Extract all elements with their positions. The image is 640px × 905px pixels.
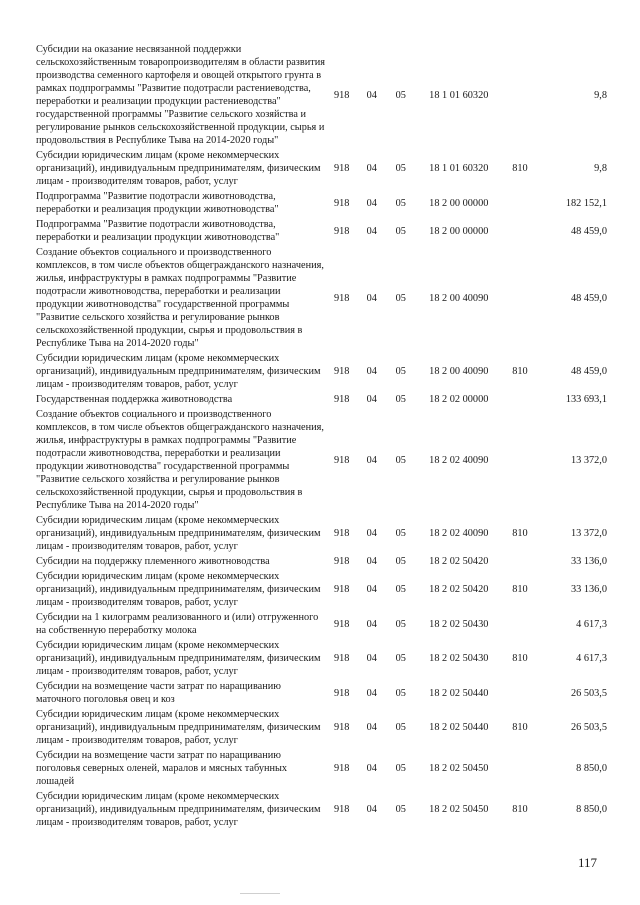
row-rz-code: 04 bbox=[366, 584, 377, 595]
row-gr-code: 918 bbox=[333, 163, 350, 174]
row-name: Субсидии на возмещение части затрат по наращиванию маточного поголовья овец и коз bbox=[36, 681, 281, 705]
table-row bbox=[36, 351, 607, 392]
table-row bbox=[36, 748, 607, 789]
row-pr-code: 05 bbox=[395, 556, 406, 567]
row-gr-code: 918 bbox=[333, 722, 350, 733]
row-cs-code: 18 2 02 50450 bbox=[429, 763, 489, 774]
table-row bbox=[36, 638, 607, 679]
budget-table-body bbox=[36, 42, 607, 830]
row-pr-code: 05 bbox=[395, 89, 406, 101]
row-vr-code bbox=[502, 245, 537, 351]
row-sum: 8 850,0 bbox=[576, 763, 607, 774]
row-pr-code: 05 bbox=[395, 225, 406, 237]
row-sum: 48 459,0 bbox=[570, 225, 607, 237]
row-name: Субсидии на 1 килограмм реализованного и (или) отгруженного на собственную переработку молока bbox=[36, 612, 319, 636]
row-name: Субсидии юридическим лицам (кроме некоммерческих организаций), индивидуальным предпринимателям, физическим лицам - производителям товаров, работ, услуг bbox=[36, 709, 321, 746]
row-rz-code: 04 bbox=[366, 722, 377, 733]
row-gr-code: 918 bbox=[333, 804, 350, 815]
table-row bbox=[36, 392, 607, 407]
table-row bbox=[36, 148, 607, 189]
row-cs-code: 18 2 02 50430 bbox=[429, 618, 489, 630]
row-rz-code: 04 bbox=[366, 89, 377, 101]
row-sum: 33 136,0 bbox=[570, 584, 607, 595]
row-sum: 33 136,0 bbox=[570, 556, 607, 567]
row-pr-code: 05 bbox=[395, 618, 406, 630]
row-pr-code: 05 bbox=[395, 584, 406, 595]
row-pr-code: 05 bbox=[395, 454, 406, 466]
row-gr-code: 918 bbox=[333, 763, 350, 774]
row-gr-code: 918 bbox=[333, 687, 350, 699]
row-vr-code: 810 bbox=[512, 163, 528, 174]
row-pr-code: 05 bbox=[395, 722, 406, 733]
table-row bbox=[36, 189, 607, 217]
row-rz-code: 04 bbox=[366, 653, 377, 664]
row-vr-code: 810 bbox=[512, 653, 528, 664]
row-rz-code: 04 bbox=[366, 366, 377, 377]
row-name: Создание объектов социального и производственного комплексов, в том числе объектов общегражданского назначения, жилья, инфраструктуры в рамках подпрограммы "Развитие подотрасли животноводства, переработки и реализации продукции животноводства" государственной программы "Развитие сельского хозяйства и регулирование рынков сельскохозяйственной продукции, сырья и продовольствия в Республике Тыва на 2014-2020 годы" bbox=[36, 409, 324, 511]
row-rz-code: 04 bbox=[366, 618, 377, 630]
row-sum: 9,8 bbox=[594, 163, 607, 174]
row-name: Субсидии на поддержку племенного животноводства bbox=[36, 556, 270, 567]
row-rz-code: 04 bbox=[366, 225, 377, 237]
row-name: Государственная поддержка животноводства bbox=[36, 394, 233, 405]
table-row bbox=[36, 245, 607, 351]
row-gr-code: 918 bbox=[333, 556, 350, 567]
row-gr-code: 918 bbox=[333, 394, 350, 405]
table-row bbox=[36, 569, 607, 610]
page-number: 117 bbox=[578, 855, 598, 870]
row-rz-code: 04 bbox=[366, 454, 377, 466]
row-pr-code: 05 bbox=[395, 653, 406, 664]
row-gr-code: 918 bbox=[333, 89, 350, 101]
row-pr-code: 05 bbox=[395, 292, 406, 304]
row-sum: 4 617,3 bbox=[576, 653, 607, 664]
row-cs-code: 18 2 00 40090 bbox=[429, 292, 489, 304]
row-vr-code bbox=[502, 679, 537, 707]
row-vr-code bbox=[502, 610, 537, 638]
table-row bbox=[36, 610, 607, 638]
row-sum: 182 152,1 bbox=[565, 197, 607, 209]
row-cs-code: 18 2 00 00000 bbox=[429, 197, 489, 209]
row-sum: 8 850,0 bbox=[576, 804, 607, 815]
row-cs-code: 18 1 01 60320 bbox=[429, 89, 489, 101]
row-gr-code: 918 bbox=[333, 584, 350, 595]
row-cs-code: 18 2 02 40090 bbox=[429, 454, 489, 466]
row-name: Субсидии юридическим лицам (кроме некоммерческих организаций), индивидуальным предпринимателям, физическим лицам - производителям товаров, работ, услуг bbox=[36, 571, 321, 608]
row-gr-code: 918 bbox=[333, 454, 350, 466]
row-gr-code: 918 bbox=[333, 197, 350, 209]
row-cs-code: 18 2 02 00000 bbox=[429, 394, 489, 405]
row-vr-code bbox=[502, 217, 537, 245]
row-vr-code bbox=[502, 748, 537, 789]
row-vr-code bbox=[502, 554, 537, 569]
row-cs-code: 18 2 02 50440 bbox=[429, 722, 489, 733]
row-cs-code: 18 2 02 40090 bbox=[429, 528, 489, 539]
row-name: Субсидии юридическим лицам (кроме некоммерческих организаций), индивидуальным предпринимателям, физическим лицам - производителям товаров, работ, услуг bbox=[36, 640, 321, 677]
row-gr-code: 918 bbox=[333, 292, 350, 304]
row-cs-code: 18 2 02 50420 bbox=[429, 584, 489, 595]
row-gr-code: 918 bbox=[333, 528, 350, 539]
row-sum: 9,8 bbox=[594, 89, 607, 101]
row-rz-code: 04 bbox=[366, 394, 377, 405]
row-name: Субсидии юридическим лицам (кроме некоммерческих организаций), индивидуальным предпринимателям, физическим лицам - производителям товаров, работ, услуг bbox=[36, 353, 321, 390]
row-cs-code: 18 2 02 50420 bbox=[429, 556, 489, 567]
row-vr-code: 810 bbox=[512, 804, 528, 815]
row-name: Субсидии юридическим лицам (кроме некоммерческих организаций), индивидуальным предпринимателям, физическим лицам - производителям товаров, работ, услуг bbox=[36, 150, 321, 187]
row-rz-code: 04 bbox=[366, 528, 377, 539]
row-pr-code: 05 bbox=[395, 804, 406, 815]
row-pr-code: 05 bbox=[395, 163, 406, 174]
row-cs-code: 18 2 02 50440 bbox=[429, 687, 489, 699]
row-cs-code: 18 1 01 60320 bbox=[429, 163, 489, 174]
row-vr-code: 810 bbox=[512, 722, 528, 733]
row-sum: 26 503,5 bbox=[570, 722, 607, 733]
row-name: Субсидии юридическим лицам (кроме некоммерческих организаций), индивидуальным предпринимателям, физическим лицам - производителям товаров, работ, услуг bbox=[36, 791, 321, 828]
table-row bbox=[36, 407, 607, 513]
row-rz-code: 04 bbox=[366, 804, 377, 815]
table-row bbox=[36, 42, 607, 148]
row-name: Субсидии на возмещение части затрат по наращиванию поголовья северных оленей, маралов и мясных табунных лошадей bbox=[36, 750, 288, 787]
row-vr-code bbox=[502, 407, 537, 513]
row-vr-code bbox=[502, 42, 537, 148]
row-cs-code: 18 2 00 40090 bbox=[429, 366, 489, 377]
row-rz-code: 04 bbox=[366, 687, 377, 699]
row-sum: 48 459,0 bbox=[570, 366, 607, 377]
row-vr-code: 810 bbox=[512, 584, 528, 595]
row-sum: 4 617,3 bbox=[576, 618, 607, 630]
row-gr-code: 918 bbox=[333, 653, 350, 664]
row-pr-code: 05 bbox=[395, 687, 406, 699]
table-row bbox=[36, 217, 607, 245]
row-pr-code: 05 bbox=[395, 528, 406, 539]
row-vr-code: 810 bbox=[512, 366, 528, 377]
row-rz-code: 04 bbox=[366, 763, 377, 774]
row-cs-code: 18 2 02 50430 bbox=[429, 653, 489, 664]
row-name: Подпрограмма "Развитие подотрасли животноводства, переработки и реализации продукции животноводства" bbox=[36, 219, 280, 243]
row-pr-code: 05 bbox=[395, 197, 406, 209]
row-pr-code: 05 bbox=[395, 394, 406, 405]
row-rz-code: 04 bbox=[366, 292, 377, 304]
row-gr-code: 918 bbox=[333, 225, 350, 237]
table-row bbox=[36, 554, 607, 569]
table-row bbox=[36, 707, 607, 748]
table-row bbox=[36, 679, 607, 707]
row-sum: 133 693,1 bbox=[565, 394, 607, 405]
row-name: Субсидии на оказание несвязанной поддержки сельскохозяйственным товаропроизводителям в области развития производства семенного картофеля и овощей открытого грунта в рамках подпрограммы "Развитие подотрасли растениеводства, переработки и реализации продукции растениеводства" государственной программы "Развитие сельского хозяйства и регулирование рынков сельскохозяйственной продукции, сырья и продовольствия в Республике Тыва на 2014-2020 годы" bbox=[36, 44, 325, 146]
row-vr-code bbox=[502, 189, 537, 217]
row-rz-code: 04 bbox=[366, 197, 377, 209]
row-sum: 13 372,0 bbox=[570, 454, 607, 466]
table-row bbox=[36, 789, 607, 830]
row-rz-code: 04 bbox=[366, 556, 377, 567]
row-vr-code bbox=[502, 392, 537, 407]
row-pr-code: 05 bbox=[395, 763, 406, 774]
scan-artifact bbox=[240, 893, 280, 894]
row-sum: 26 503,5 bbox=[570, 687, 607, 699]
row-cs-code: 18 2 00 00000 bbox=[429, 225, 489, 237]
budget-table bbox=[36, 42, 607, 830]
table-row bbox=[36, 513, 607, 554]
row-pr-code: 05 bbox=[395, 366, 406, 377]
row-name: Субсидии юридическим лицам (кроме некоммерческих организаций), индивидуальным предпринимателям, физическим лицам - производителям товаров, работ, услуг bbox=[36, 515, 321, 552]
row-vr-code: 810 bbox=[512, 528, 528, 539]
row-sum: 48 459,0 bbox=[570, 292, 607, 304]
row-rz-code: 04 bbox=[366, 163, 377, 174]
row-cs-code: 18 2 02 50450 bbox=[429, 804, 489, 815]
row-gr-code: 918 bbox=[333, 366, 350, 377]
row-sum: 13 372,0 bbox=[570, 528, 607, 539]
row-gr-code: 918 bbox=[333, 618, 350, 630]
row-name: Подпрограмма "Развитие подотрасли животноводства, переработки и реализация продукции животноводства" bbox=[36, 191, 279, 215]
row-name: Создание объектов социального и производственного комплексов, в том числе объектов общегражданского назначения, жилья, инфраструктуры в рамках подпрограммы "Развитие подотрасли животноводства, переработки и реализации продукции животноводства" государственной программы "Развитие сельского хозяйства и регулирование рынков сельскохозяйственной продукции, сырья и продовольствия в Республике Тыва на 2014-2020 годы" bbox=[36, 247, 324, 349]
